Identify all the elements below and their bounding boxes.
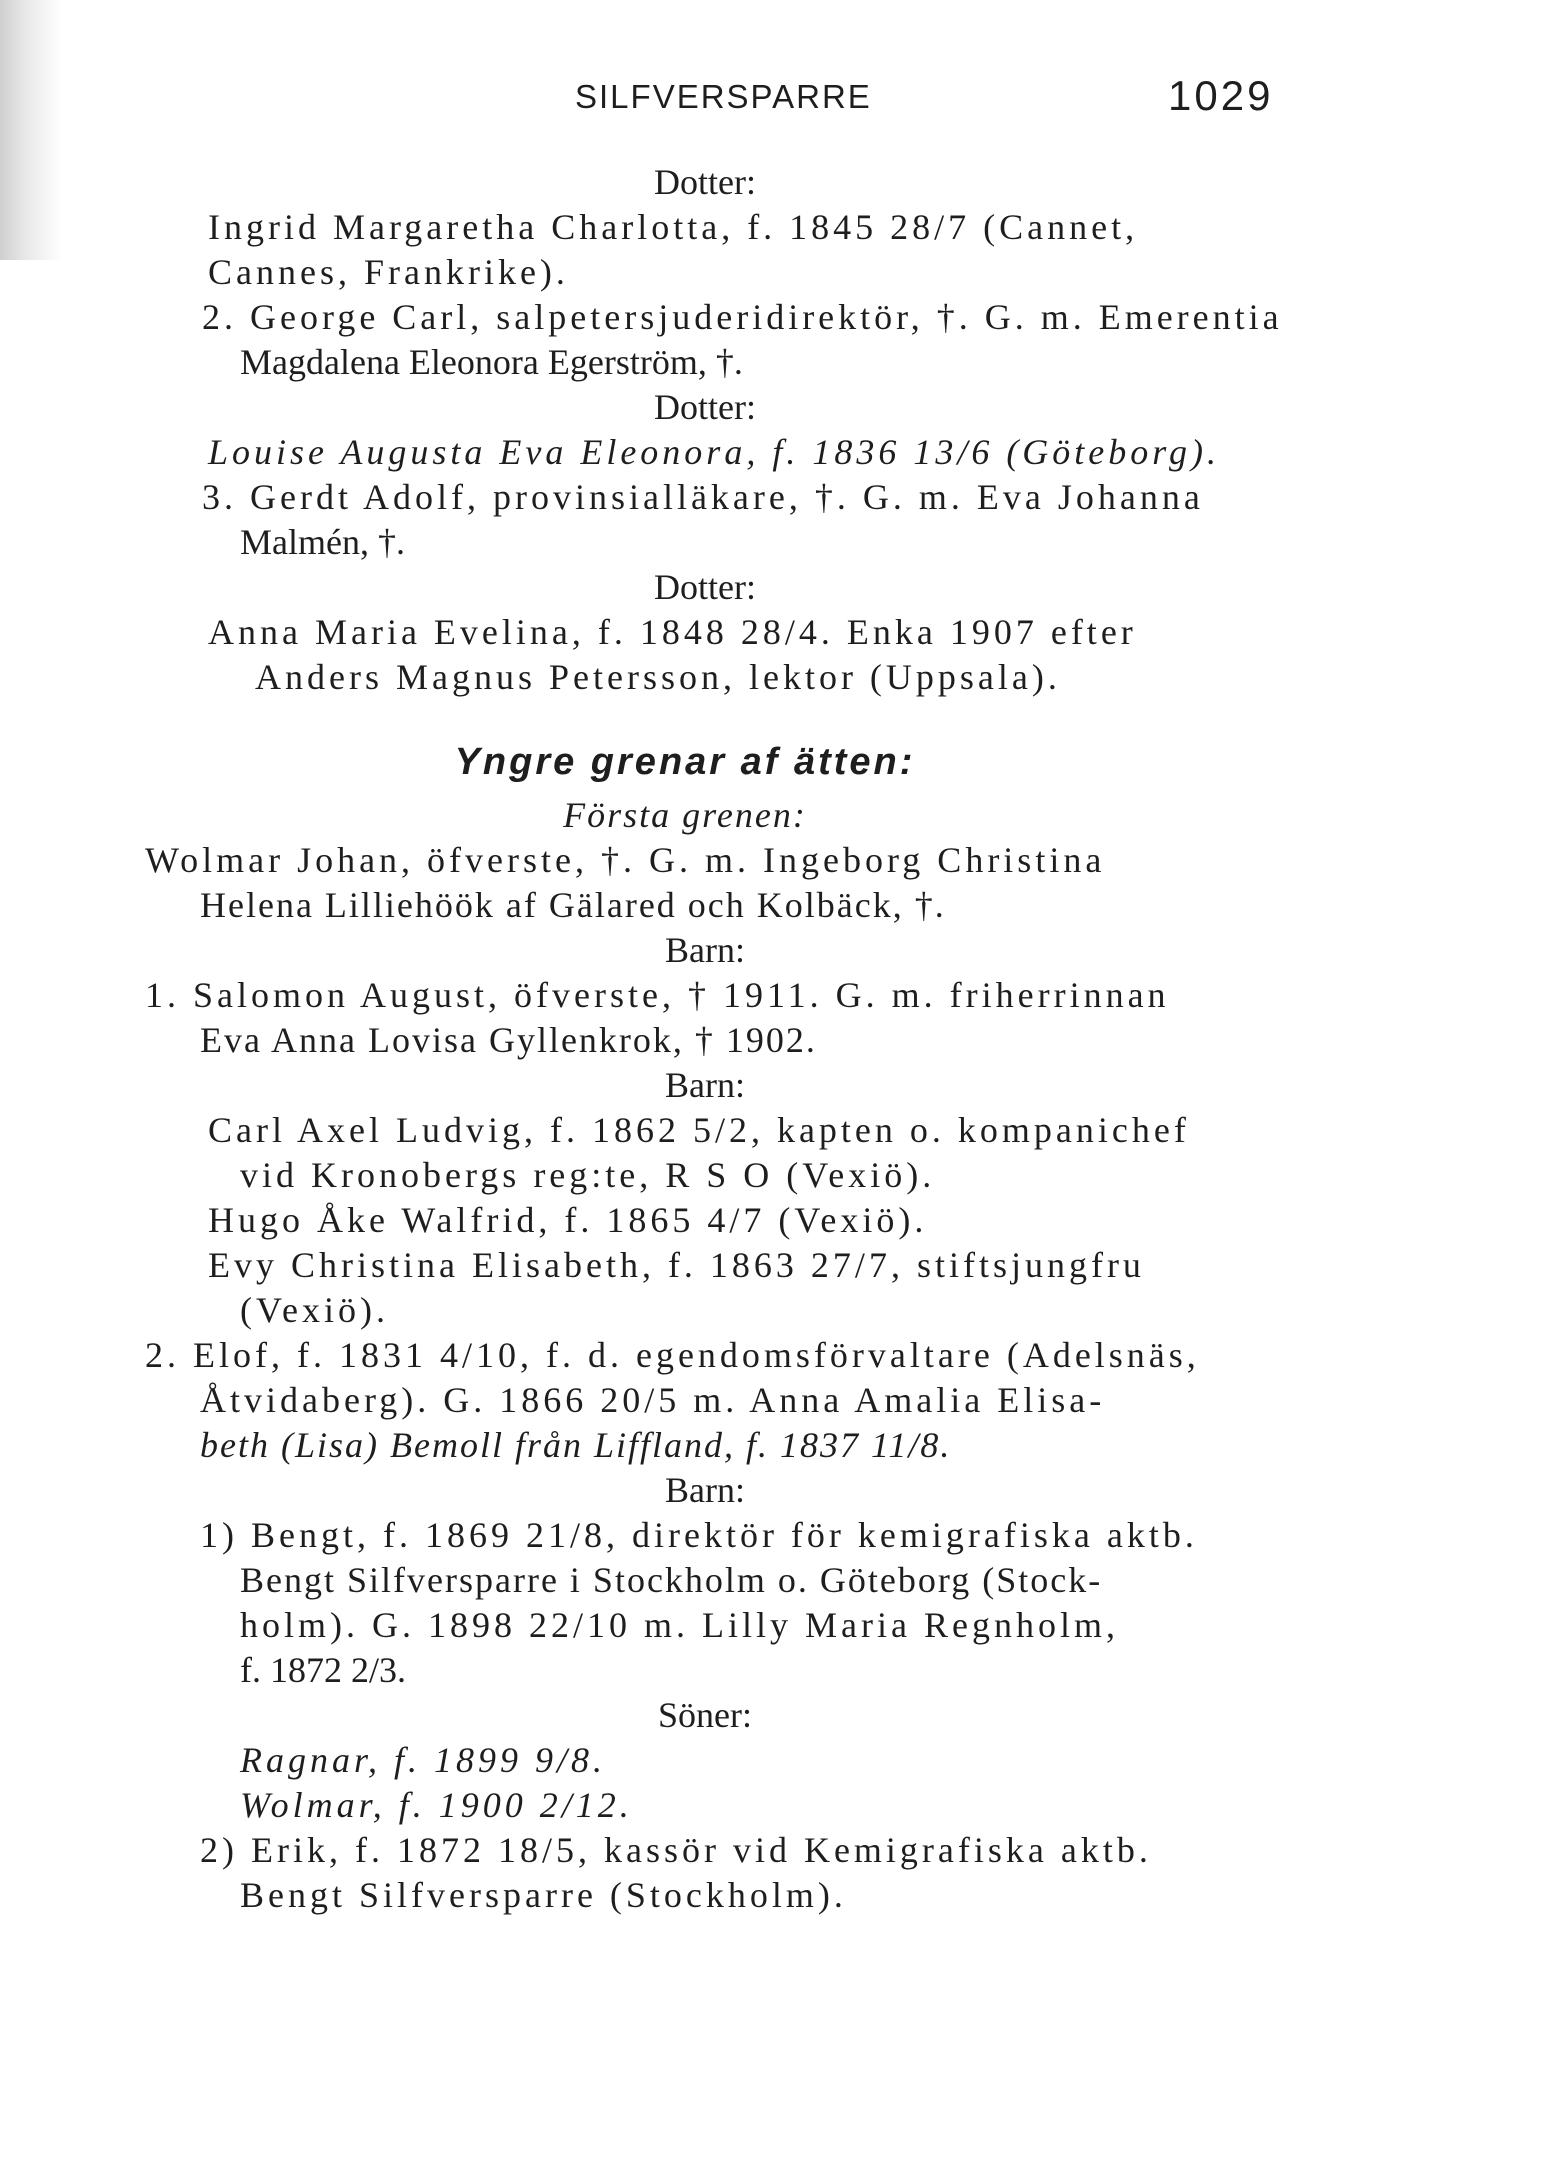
entry-elof: 2. Elof, f. 1831 4/10, f. d. egendomsförvaltare (Adelsnäs, bbox=[145, 1335, 1200, 1375]
label-dotter: Dotter: bbox=[654, 387, 756, 427]
label-barn: Barn: bbox=[665, 1065, 745, 1105]
page-body bbox=[145, 160, 1300, 1918]
entry-bengt-cont3: f. 1872 2/3. bbox=[240, 1650, 406, 1690]
page-edge-shadow bbox=[0, 0, 62, 260]
entry-erik-cont: Bengt Silfversparre (Stockholm). bbox=[240, 1875, 847, 1915]
label-barn: Barn: bbox=[665, 1470, 745, 1510]
entry-evy-cont: (Vexiö). bbox=[240, 1290, 389, 1330]
entry-carl-axel: Carl Axel Ludvig, f. 1862 5/2, kapten o. kompanichef bbox=[208, 1110, 1190, 1150]
label-barn: Barn: bbox=[665, 930, 745, 970]
label-soner: Söner: bbox=[658, 1695, 752, 1735]
entry-wolmar: Wolmar, f. 1900 2/12. bbox=[240, 1785, 633, 1825]
label-dotter: Dotter: bbox=[654, 162, 756, 202]
entry-carl-axel-cont: vid Kronobergs reg:te, R S O (Vexiö). bbox=[240, 1155, 936, 1195]
page-number: 1029 bbox=[1168, 72, 1274, 119]
entry-bengt-cont: Bengt Silfversparre i Stockholm o. Göteborg (Stock- bbox=[240, 1560, 1103, 1600]
entry-elof-cont: Åtvidaberg). G. 1866 20/5 m. Anna Amalia Elisa- bbox=[200, 1380, 1106, 1420]
entry-ragnar: Ragnar, f. 1899 9/8. bbox=[240, 1740, 607, 1780]
entry-gerdt-cont: Malmén, †. bbox=[240, 522, 405, 562]
entry-ingrid-cont: Cannes, Frankrike). bbox=[208, 252, 569, 292]
entry-evy: Evy Christina Elisabeth, f. 1863 27/7, stiftsjungfru bbox=[208, 1245, 1145, 1285]
entry-erik: 2) Erik, f. 1872 18/5, kassör vid Kemigrafiska aktb. bbox=[200, 1830, 1152, 1870]
entry-louise: Louise Augusta Eva Eleonora, f. 1836 13/6 (Göteborg). bbox=[208, 432, 1220, 472]
entry-gerdt: 3. Gerdt Adolf, provinsialläkare, †. G. m. Eva Johanna bbox=[202, 477, 1204, 517]
entry-bengt-cont2: holm). G. 1898 22/10 m. Lilly Maria Regnholm, bbox=[240, 1605, 1119, 1645]
entry-wolmar-johan-cont: Helena Lilliehöök af Gälared och Kolbäck, †. bbox=[200, 885, 946, 925]
entry-ingrid: Ingrid Margaretha Charlotta, f. 1845 28/7 (Cannet, bbox=[208, 207, 1139, 247]
entry-george: 2. George Carl, salpetersjuderidirektör, †. G. m. Emerentia bbox=[202, 297, 1283, 337]
entry-wolmar-johan: Wolmar Johan, öfverste, †. G. m. Ingeborg Christina bbox=[145, 840, 1106, 880]
page-header bbox=[0, 70, 1555, 130]
entry-salomon-cont: Eva Anna Lovisa Gyllenkrok, † 1902. bbox=[200, 1020, 817, 1060]
entry-elof-cont2: beth (Lisa) Bemoll från Liffland, f. 1837 11/8. bbox=[200, 1425, 952, 1465]
subsection-title: Första grenen: bbox=[563, 795, 807, 835]
label-dotter: Dotter: bbox=[654, 567, 756, 607]
entry-bengt: 1) Bengt, f. 1869 21/8, direktör för kemigrafiska aktb. bbox=[200, 1515, 1198, 1555]
entry-george-cont: Magdalena Eleonora Egerström, †. bbox=[240, 342, 743, 382]
entry-hugo: Hugo Åke Walfrid, f. 1865 4/7 (Vexiö). bbox=[208, 1200, 928, 1240]
entry-anna-maria: Anna Maria Evelina, f. 1848 28/4. Enka 1907 efter bbox=[208, 612, 1137, 652]
running-head: SILFVERSPARRE bbox=[575, 78, 872, 115]
entry-anna-maria-cont: Anders Magnus Petersson, lektor (Uppsala). bbox=[255, 657, 1061, 697]
entry-salomon: 1. Salomon August, öfverste, † 1911. G. m. friherrinnan bbox=[145, 975, 1170, 1015]
section-title: Yngre grenar af ätten: bbox=[454, 741, 916, 783]
